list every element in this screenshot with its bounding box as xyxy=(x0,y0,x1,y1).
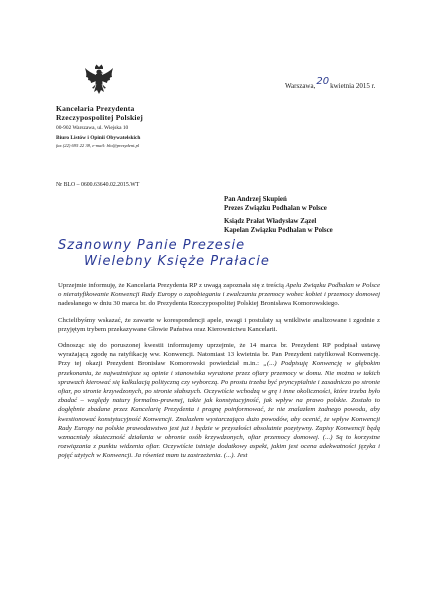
org-office: Biuro Listów i Opinii Obywatelskich xyxy=(56,134,141,141)
paragraph-text: Odnosząc się do poruszonej kwestii informujemy uprzejmie, że 14 marca br. Prezydent RP podpisał ustawę wyrażającą zgodę na ratyfikację ww. Konwencji. Natomiast 13 kwietnia br. Pan Prezydent ratyfikował Konwencję. Przy tej okazji Prezydent Bronisław Komorowski powiedział m.in.: xyxy=(58,342,380,368)
recipient-title: Prezes Związku Podhalan w Polsce xyxy=(224,204,327,212)
date-day-handwritten: 20 xyxy=(316,76,330,87)
recipient-title: Kapelan Związku Podhalan w Polsce xyxy=(224,226,333,234)
date-month-year: kwietnia 2015 r. xyxy=(330,82,376,90)
recipients-block xyxy=(224,196,434,240)
recipient xyxy=(224,196,434,213)
salutation-line-2: Wielebny Księże Prałacie xyxy=(84,254,270,269)
appeal-title: Apelu Związku Podhalan w Polsce o nieratyfikowanie Konwencji Rady Europy o zapobieganiu i zwalczaniu przemocy wobec kobiet i przemocy domowej xyxy=(58,282,380,299)
body-paragraph xyxy=(58,341,380,461)
president-quote: „(...) Podpisuję Konwencję w głębokim przekonaniu, że najważniejsze są opinie i stanowiska wyrażone przez ofiary przemocy w domu. Nie można w takich sprawach kierować się kalkulacją polityczną czy wyborczą. Po prostu trzeba być pryncypialnie i zasadniczo po stronie ofiar, po stronie krzywdzonych, po stronie słabszych. Oczywiście wchodzą w grę i inne okoliczności, które trzeba było zbadać – względy natury formalno-prawnej, takie jak konstytucyjność, jak wpływ na prawo polskie. Zostało to dogłębnie zbadane przez Kancelarię Prezydenta i pragnę poinformować, że nie znalazłem żadnego powodu, aby kwestionować konstytucyjność Konwencji. Znalazłem wystarczająco dużo powodów, aby ocenić, że wpływ Konwencji Rady Europy na polskie prawodawstwo jest już i będzie w przyszłości absolutnie pozytywny. Zapisy Konwencji będą wzmacniały skuteczność działania w obronie osób krzywdzonych, ofiar przemocy domowej. (...) Są to korzystne rozwiązania z punktu widzenia ofiar. Oczywiście istnieje dodatkowy aspekt, jakim jest ocena adekwatności języka i pojęć użytych w Konwencji. Ja również mam tu zastrzeżenia. (...). Jest xyxy=(58,360,381,460)
letter-date xyxy=(285,76,376,91)
body-paragraph: Chcielibyśmy wskazać, że zawarte w korespondencji apele, uwagi i postulaty są wnikliwie analizowane i zgodnie z przyjętym trybem przekazywane Głowie Państwa oraz Kierownictwu Kancelarii. xyxy=(58,316,380,333)
recipient-name: Pan Andrzej Skupień xyxy=(224,196,287,203)
paragraph-text: Uprzejmie informuję, że Kancelaria Prezydenta RP z uwagą zapoznała się z treścią xyxy=(58,282,286,289)
salutation-line-1: Szanowny Panie Prezesie xyxy=(58,238,246,253)
org-address: 00-902 Warszawa, ul. Wiejska 10 xyxy=(56,125,129,131)
letterhead xyxy=(56,104,196,149)
body-paragraph xyxy=(58,281,380,309)
date-city: Warszawa, xyxy=(285,82,316,90)
letter-body xyxy=(58,281,380,468)
polish-eagle-emblem-icon xyxy=(84,64,114,98)
handwritten-salutation xyxy=(58,238,378,270)
org-title-line-1: Kancelaria Prezydenta xyxy=(56,104,135,113)
recipient-name: Ksiądz Prałat Władysław Zązel xyxy=(224,218,317,226)
reference-number: Nr BLO – 0600.63640.02.2015.WT xyxy=(56,182,140,188)
paragraph-text: nadesłanego w dniu 30 marca br. do Prezydenta Rzeczypospolitej Polskiej Bronisława Komorowskiego. xyxy=(58,300,340,308)
recipient xyxy=(224,218,434,235)
org-title-line-2: Rzeczypospolitej Polskiej xyxy=(56,113,144,122)
org-contact: fax (22) 695 22 38, e-mail: blo@prezydent.pl xyxy=(56,142,140,148)
